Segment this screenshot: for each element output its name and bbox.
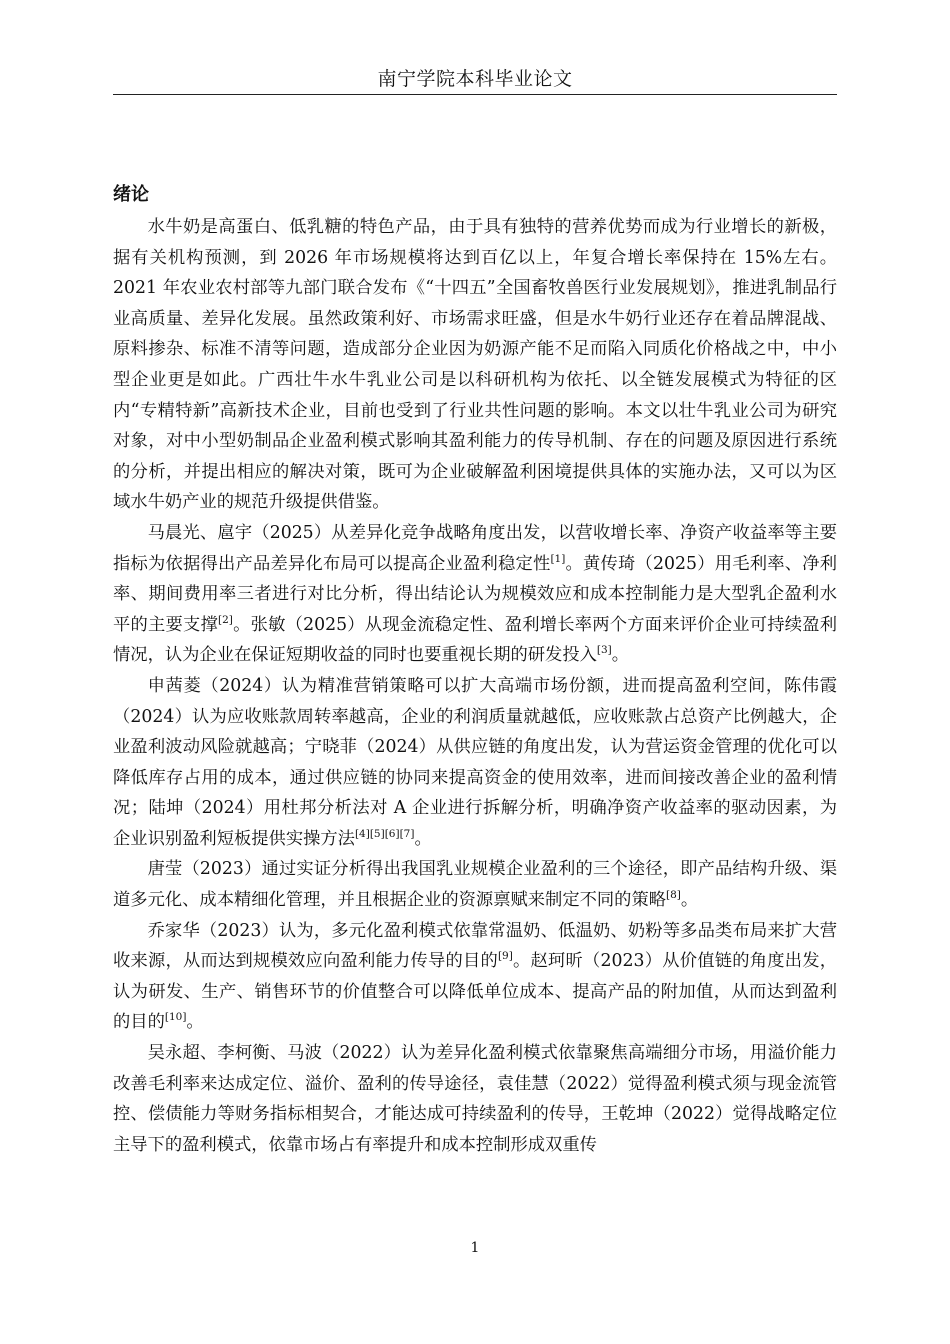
- paragraph-6: [113, 1038, 837, 1160]
- paragraph-text: 。: [186, 1012, 204, 1033]
- paragraph-text: 马晨光、扈宇（2025）从差异化竞争战略角度出发，以营收增长率、净资产收益率等主要指标为依据得出产品差异化布局可以提高企业盈利稳定性: [113, 522, 837, 574]
- paragraph-5: [113, 916, 837, 1038]
- paragraph-3: [113, 671, 837, 855]
- paragraph-1: [113, 212, 837, 518]
- header-divider: [113, 94, 837, 95]
- paragraph-text: 。: [414, 828, 432, 849]
- paragraph-text: 。张敏（2025）从现金流稳定性、盈利增长率两个方面来评价企业可持续盈利情况，认为企业在保证短期收益的同时也要重视长期的研发投入: [113, 614, 837, 666]
- body-content: [113, 178, 837, 1160]
- section-heading: 绪论: [113, 184, 149, 205]
- citation: [4][5][6][7]: [354, 827, 415, 840]
- paragraph-text: 唐莹（2023）通过实证分析得出我国乳业规模企业盈利的三个途径，即产品结构升级、渠道多元化、成本精细化管理，并且根据企业的资源禀赋来制定不同的策略: [113, 859, 837, 911]
- citation: [3]: [596, 644, 612, 657]
- citation: [2]: [218, 613, 233, 626]
- paragraph-text: 水牛奶是高蛋白、低乳糖的特色产品，由于具有独特的营养优势而成为行业增长的新极，据有关机构预测，到 2026 年市场规模将达到百亿以上，年复合增长率保持在 15%左右。2021 年农业农村部等九部门联合发布《“十四五”全国畜牧兽医行业发展规划》，推进乳制品行业高质量、差异化发展。虽然政策利好、市场需求旺盛，但是水牛奶行业还存在着品牌混战、原料掺杂、标准不清等问题，造成部分企业因为奶源产能不足而陷入同质化价格战之中，中小型企业更是如此。广西壮牛水牛乳业公司是以科研机构为依托、以全链发展模式为特征的区内“专精特新”高新技术企业，目前也受到了行业共性问题的影响。本文以壮牛乳业公司为研究对象，对中小型奶制品企业盈利模式影响其盈利能力的传导机制、存在的问题及原因进行系统的分析，并提出相应的解决对策，既可为企业破解盈利困境提供具体的实施办法，又可以为区域水牛奶产业的规范升级提供借鉴。: [113, 217, 837, 513]
- citation: [1]: [550, 552, 566, 565]
- citation: [9]: [497, 950, 513, 963]
- paragraph-text: 。: [680, 890, 699, 911]
- paragraph-text: 。黄传琦（2025）用毛利率、净利率、期间费用率三者进行对比分析，得出结论认为规模效应和成本控制能力是大型乳企盈利水平的主要支撑: [113, 553, 837, 635]
- citation: [8]: [666, 889, 681, 902]
- paragraph-4: [113, 854, 837, 915]
- paragraph-text: 申茜菱（2024）认为精准营销策略可以扩大高端市场份额，进而提高盈利空间，陈伟霞（2024）认为应收账款周转率越高，企业的利润质量就越低，应收账款占总资产比例越大，企业盈利波动风险就越高；宁晓菲（2024）从供应链的角度出发，认为营运资金管理的优化可以降低库存占用的成本，通过供应链的协同来提高资金的使用效率，进而间接改善企业的盈利情况；陆坤（2024）用杜邦分析法对 A 企业进行拆解分析，明确净资产收益率的驱动因素，为企业识别盈利短板提供实操方法: [113, 675, 837, 849]
- citation: [10]: [164, 1011, 187, 1024]
- page-number: 1: [470, 1240, 480, 1256]
- paragraph-text: 。: [611, 645, 630, 666]
- paragraph-text: 。赵珂昕（2023）从价值链的角度出发，认为研发、生产、销售环节的价值整合可以降低单位成本、提高产品的附加值，从而达到盈利的目的: [113, 951, 837, 1033]
- paragraph-text: 乔家华（2023）认为，多元化盈利模式依靠常温奶、低温奶、奶粉等多品类布局来扩大营收来源，从而达到规模效应向盈利能力传导的目的: [113, 920, 837, 972]
- paragraph-text: 吴永超、李柯衡、马波（2022）认为差异化盈利模式依靠聚焦高端细分市场，用溢价能力改善毛利率来达成定位、溢价、盈利的传导途径，袁佳慧（2022）觉得盈利模式须与现金流管控、偿债能力等财务指标相契合，才能达成可持续盈利的传导，王乾坤（2022）觉得战略定位主导下的盈利模式，依靠市场占有率提升和成本控制形成双重传: [113, 1043, 837, 1155]
- running-header: 南宁学院本科毕业论文: [377, 68, 573, 90]
- paragraph-2: [113, 518, 837, 671]
